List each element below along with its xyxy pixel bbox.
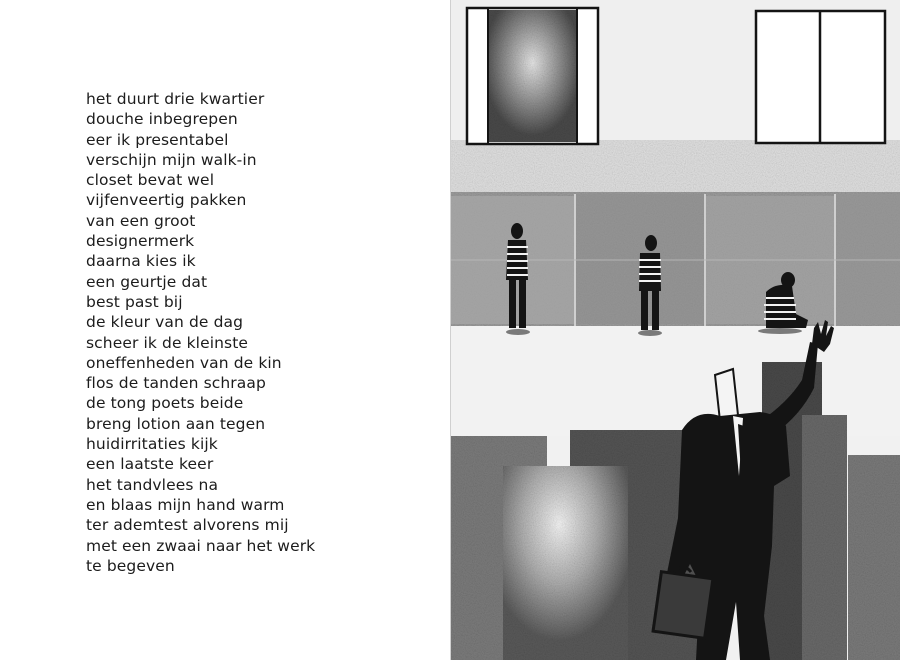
poem-line: scheer ik de kleinste (86, 333, 249, 352)
poem-line: flos de tanden schraap (86, 374, 266, 393)
poem-line: breng lotion aan tegen (86, 414, 266, 433)
poem-line: van een groot (86, 211, 196, 230)
poem-line: een laatste keer (86, 455, 214, 474)
poem-line: douche inbegrepen (86, 110, 238, 129)
office-illustration (450, 0, 900, 660)
poem-line: en blaas mijn hand warm (86, 495, 285, 514)
poem-line: een geurtje dat (86, 272, 208, 291)
poem-line: de tong poets beide (86, 394, 244, 413)
poem-line: vijfenveertig pakken (86, 191, 247, 210)
illustration-page (450, 0, 900, 660)
poem-line: ter ademtest alvorens mij (86, 516, 289, 535)
poem-line: de kleur van de dag (86, 313, 244, 332)
poem-line: daarna kies ik (86, 252, 196, 271)
poem-line: huidirritaties kijk (86, 435, 218, 454)
poem-line: verschijn mijn walk-in (86, 150, 257, 169)
poem-line: te begeven (86, 556, 175, 575)
poem-text (86, 89, 315, 576)
wall-shadow (450, 140, 900, 192)
left-window (467, 8, 598, 144)
poem-line: oneffenheden van de kin (86, 353, 282, 372)
poem-line: met een zwaai naar het werk (86, 536, 316, 555)
poem-line: best past bij (86, 292, 183, 311)
poem-line: eer ik presentabel (86, 130, 229, 149)
poem-line: het tandvlees na (86, 475, 219, 494)
right-window (756, 11, 885, 143)
poem-line: het duurt drie kwartier (86, 90, 265, 108)
poem-line: designermerk (86, 232, 195, 251)
poem-line: closet bevat wel (86, 171, 215, 190)
lit-panel (503, 466, 628, 660)
